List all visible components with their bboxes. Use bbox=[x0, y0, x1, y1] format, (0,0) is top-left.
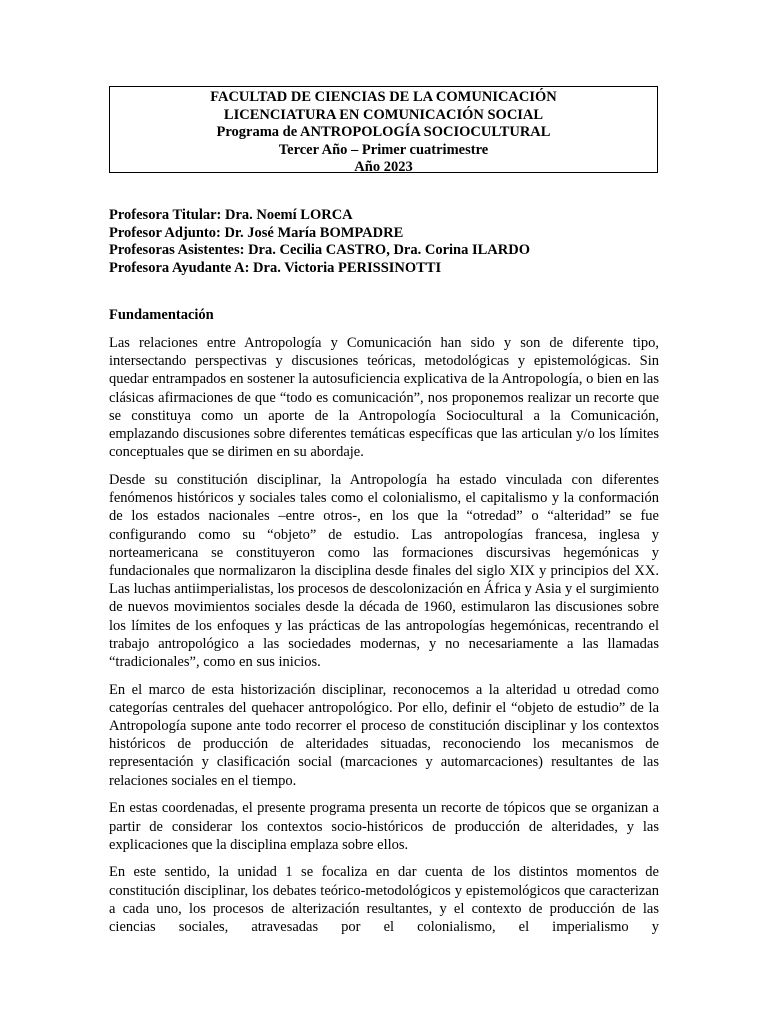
year-term: Tercer Año – Primer cuatrimestre bbox=[278, 141, 489, 158]
staff-adjunto: Profesor Adjunto: Dr. José María BOMPADRE bbox=[109, 224, 404, 241]
program-title: Programa de ANTROPOLOGÍA SOCIOCULTURAL bbox=[216, 124, 551, 140]
degree-title: LICENCIATURA EN COMUNICACIÓN SOCIAL bbox=[223, 106, 544, 123]
staff-asistentes: Profesoras Asistentes: Dra. Cecilia CASTRO, Dra. Corina ILARDO bbox=[109, 242, 530, 258]
paragraph: En este sentido, la unidad 1 se focaliza en dar cuenta de los distintos momentos de constitución disciplinar, los debates teórico-metodológicos y epistemológicos que caracterizan a cada uno, los procesos de alterización resultantes, y el contexto de producción de las ciencias sociales, atravesadas por el colonialismo, el imperialismo y bbox=[109, 864, 659, 936]
staff-titular: Profesora Titular: Dra. Noemí LORCA bbox=[109, 207, 353, 223]
faculty-title: FACULTAD DE CIENCIAS DE LA COMUNICACIÓN bbox=[210, 89, 557, 105]
title-box bbox=[109, 86, 658, 173]
paragraph: En estas coordenadas, el presente programa presenta un recorte de tópicos que se organizan a partir de considerar los contextos socio-históricos de producción de alteridades, y las explicaciones que la disciplina emplaza sobre ellos. bbox=[109, 800, 659, 853]
paragraph: Desde su constitución disciplinar, la Antropología ha estado vinculada con diferentes fenómenos históricos y sociales tales como el colonialismo, el capitalismo y la conformación de los estados nacionales –entre otros-, en los que la “otredad” o “alteridad” se fue configurando como su “objeto” de estudio. Las antropologías francesa, inglesa y norteamericana se constituyeron como las formaciones discursivas hegemónicas y fundacionales que normalizaron la disciplina desde finales del siglo XIX y principios del XX. Las luchas antiimperialistas, los procesos de descolonización en África y Asia y el surgimiento de nuevos movimientos sociales desde la década de 1960, estimularon las discusiones sobre los límites de los enfoques y las prácticas de las antropologías hegemónicas, recentrando el trabajo antropológico a las sociedades modernas, y no necesariamente a las llamadas “tradicionales”, como en sus inicios. bbox=[109, 471, 659, 670]
academic-year: Año 2023 bbox=[354, 159, 413, 175]
paragraph: En el marco de esta historización disciplinar, reconocemos a la alteridad u otredad como categorías centrales del quehacer antropológico. Por ello, definir el “objeto de estudio” de la Antropología supone ante todo recorrer el proceso de constitución disciplinar y los contextos históricos de producción de alteridades situadas, reconociendo los mecanismos de representación y clasificación social (marcaciones y automarcaciones) resultantes de las relaciones sociales en el tiempo. bbox=[109, 681, 659, 789]
section-body bbox=[109, 334, 659, 936]
staff-list bbox=[109, 207, 659, 277]
section-heading: Fundamentación bbox=[109, 307, 214, 323]
staff-ayudante: Profesora Ayudante A: Dra. Victoria PERISSINOTTI bbox=[109, 259, 442, 276]
paragraph: Las relaciones entre Antropología y Comunicación han sido y son de diferente tipo, intersectando perspectivas y discusiones teóricas, metodológicas y epistemológicas. Sin quedar entrampados en sostener la autosuficiencia explicativa de la Antropología, o bien en las clásicas afirmaciones de que “todo es comunicación”, nos proponemos realizar un recorte que se constituya como un aporte de la Antropología Sociocultural a la Comunicación, emplazando discusiones sobre diferentes temáticas específicas que las articulan y/o los límites conceptuales que se dirimen en su abordaje. bbox=[109, 335, 660, 461]
